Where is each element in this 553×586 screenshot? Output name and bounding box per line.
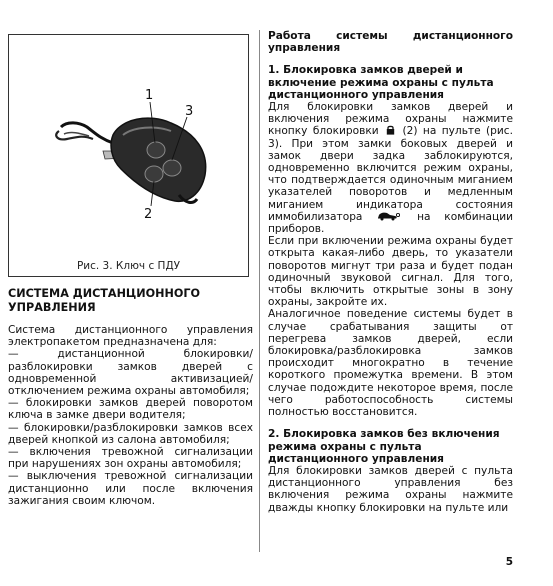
list-item: — блокировки/разблокировки замков всех дверей кнопкой из салона автомобиля; <box>8 421 253 446</box>
section1-text-b: (2) на пульте (рис. 3). При этом замки боковых дверей и замок двери задка заблокируются, одновременно включится режим охраны, что подтверждается одиночным миганием указателей поворотов и медленным миганием индикатора состояния иммобилизатора <box>268 125 513 223</box>
right-heading: Работа системы дистанционного управления <box>268 30 513 55</box>
section1-body <box>268 101 513 418</box>
page-number: 5 <box>505 556 513 568</box>
lock-icon <box>386 125 395 135</box>
section2-paragraph: Для блокировки замков дверей с пульта дистанционного управления без включения режима охраны нажмите дважды кнопку блокировки на пульте или <box>268 464 513 514</box>
section-heading: СИСТЕМА ДИСТАНЦИОННОГО УПРАВЛЕНИЯ <box>8 287 201 314</box>
list-item: — выключения тревожной сигнализации дистанционно или после включения зажигания своим ключом. <box>8 470 253 507</box>
list-item: — включения тревожной сигнализации при нарушениях зон охраны автомобиля; <box>8 446 253 471</box>
section1-paragraph <box>268 101 513 235</box>
column-divider <box>259 30 260 552</box>
key-remote-illustration <box>9 35 250 278</box>
figure-caption: Рис. 3. Ключ с ПДУ <box>76 260 181 272</box>
section1-title: 1. Блокировка замков дверей и включение режима охраны с пульта дистанционного управления <box>268 64 494 101</box>
list-item: — дистанционной блокировки/разблокировки замков дверей с одновременной активизацией/отключением режима охраны автомобиля; <box>8 348 253 398</box>
callout-1: 1 <box>145 88 154 103</box>
list-item: — блокировки замков дверей поворотом ключа в замке двери водителя; <box>8 397 253 422</box>
left-body <box>8 324 253 507</box>
left-column <box>8 34 253 507</box>
section1-paragraph-2: Если при включении режима охраны будет открыта какая-либо дверь, то указатели поворотов мигнут три раза и будет подан одиночный звуковой сигнал. Для того, чтобы включить открытые зоны в зону охраны, закройте их. <box>268 235 513 309</box>
right-column <box>268 30 513 514</box>
section1-text-a: Для блокировки замков дверей и включения режима охраны нажмите кнопку блокировки <box>268 101 513 138</box>
callout-2: 2 <box>144 207 153 222</box>
immobilizer-car-icon <box>376 211 400 221</box>
section1-text-c: на комбинации приборов. <box>268 210 514 236</box>
section1-paragraph-3: Аналогичное поведение системы будет в случае срабатывания защиты от перегрева замков дверей, если блокировка/разблокировка замков происходит многократно в течение короткого промежутка времени. В этом случае подождите некоторое время, после чего работоспособность системы полностью восстановится. <box>268 308 513 419</box>
intro-paragraph: Система дистанционного управления электропакетом предназначена для: <box>8 324 253 349</box>
figure-key-remote <box>8 34 249 277</box>
section2-body <box>268 465 513 514</box>
callout-3: 3 <box>185 104 194 119</box>
section2-title: 2. Блокировка замков без включения режима охраны с пульта дистанционного управления <box>268 428 500 465</box>
